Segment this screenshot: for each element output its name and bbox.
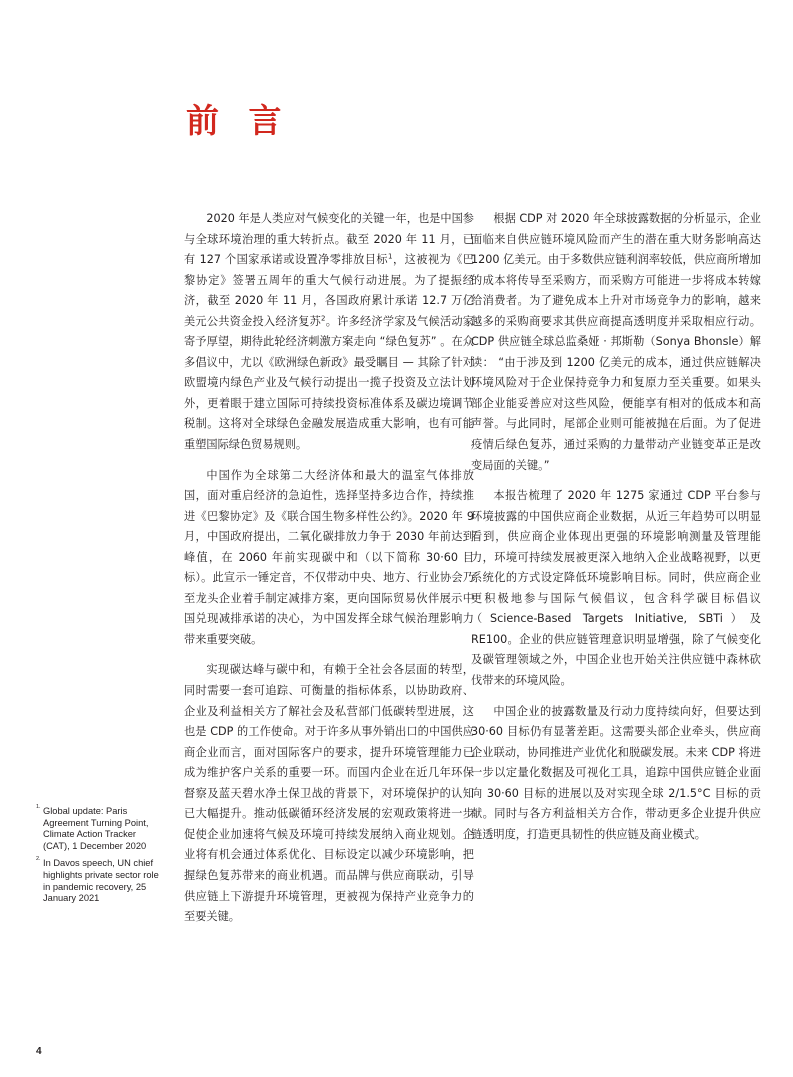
right-text-column [471,209,761,855]
left-text-column [184,209,474,938]
paragraph: 2020 年是人类应对气候变化的关键一年，也是中国参与全球环境治理的重大转折点。截至 2020 年 11 月，已有 127 个国家承诺或设置净零排放目标$^1$，这被视为《巴黎协定》签署五周年的重大气候行动进展。为了提振经济，截至 2020 年 11 月，各国政府累计承诺 12.7 万亿美元公共资金投入经济复苏$^2$。许多经济学家及气候活动家寄予厚望，期待此轮经济刺激方案走向 “绿色复苏” 。在众多倡议中，尤以《欧洲绿色新政》最受瞩目 — 其除了针对欧盟境内绿色产业及气候行动提出一揽子投资及立法计划外，更着眼于建立国际可持续投资标准体系及碳边境调节税制。这将对全球绿色金融发展造成重大影响，也有可能重塑国际绿色贸易规则。 [184,212,474,452]
page-title: 前 言 [186,101,291,140]
paragraph: 根据 CDP 对 2020 年全球披露数据的分析显示，企业面临来自供应链环境风险而产生的潜在重大财务影响高达 1200 亿美元。由于多数供应链利润率较低，供应商所增加的成本将传导至采购方，而采购方可能进一步将成本转嫁给消费者。为了避免成本上升对市场竞争力的影响，越来越多的采购商要求其供应商提高透明度并采取相应行动。CDP 供应链全球总监桑娅 · 邦斯勒（Sonya Bhonsle）解读： “由于涉及到 1200 亿美元的成本，通过供应链解决环境风险对于企业保持竞争力和复原力至关重要。如果头部企业能妥善应对这些风险，便能享有相对的低成本和高声誉。与此同时，尾部企业则可能被抛在后面。为了促进疫情后绿色复苏，通过采购的力量带动产业链变革正是改变局面的关键。” [471,212,761,472]
paragraph: 中国企业的披露数量及行动力度持续向好，但要达到 30·60 目标仍有显著差距。这需要头部企业牵头，供应商企业联动，协同推进产业优化和脱碳发展。未来 CDP 将进一步以定量化数据及可视化工具，追踪中国供应链企业面向 30·60 目标的进展以及对实现全球 2/1.5°C 目标的贡献。同时与各方利益相关方合作，带动更多企业提升供应链透明度，打造更具韧性的供应链及商业模式。 [471,704,761,841]
footnote-number: 2. [36,856,41,863]
footnote-ref-2[interactable]: 2 [321,314,326,322]
page-number: 4 [36,1046,42,1057]
paragraph: 实现碳达峰与碳中和，有赖于全社会各层面的转型，同时需要一套可追踪、可衡量的指标体系，以协助政府、企业及利益相关方了解社会及私营部门低碳转型进展，这也是 CDP 的工作使命。对于许多从事外销出口的中国供应商企业而言，面对国际客户的要求，提升环境管理能力已成为维护客户关系的重要一环。而国内企业在近几年环保督察及蓝天碧水净土保卫战的背景下，对环境保护的认知已大幅提升。推动低碳循环经济发展的宏观政策将进一步促使企业加速将气候及环境可持续发展纳入商业规划。企业将有机会通过体系优化、目标设定以减少环境影响，把握绿色复苏带来的商业机遇。而品牌与供应商联动，引导供应链上下游提升环境管理，更被视为保持产业竞争力的至要关键。 [184,663,474,924]
footnotes [36,806,164,911]
footnote-1 [36,806,164,852]
footnote-2 [36,858,164,904]
footnote-ref-1[interactable]: 1 [388,252,393,261]
paragraph: 中国作为全球第二大经济体和最大的温室气体排放国，面对重启经济的急迫性，选择坚持多边合作，持续推进《巴黎协定》及《联合国生物多样性公约》。2020 年 9 月，中国政府提出，二氧化碳排放力争于 2030 年前达到峰值，在 2060 年前实现碳中和（以下简称 30·60 目标）。此宣示一锤定音，不仅带动中央、地方、行业协会乃至龙头企业着手制定减排方案，更向国际贸易伙伴展示中国兑现减排承诺的决心，为中国发挥全球气候治理影响力带来重要突破。 [184,468,474,646]
footnote-text: In Davos speech, UN chief highlights private sector role in pandemic recovery, 25 January 2021 [43,858,159,904]
paragraph: 本报告梳理了 2020 年 1275 家通过 CDP 平台参与环境披露的中国供应商企业数据，从近三年趋势可以明显看到，供应商企业体现出更强的环境影响测量及管理能力，环境可持续发展被更深入地纳入企业战略视野，以更系统化的方式设定降低环境影响目标。同时，供应商企业更积极地参与国际气候倡议，包含科学碳目标倡议（Science-Based Targets Initiative, SBTi）及 RE100。企业的供应链管理意识明显增强，除了气候变化及碳管理领域之外，中国企业也开始关注供应链中森林砍伐带来的环境风险。 [471,489,761,688]
footnote-text: Global update: Paris Agreement Turning Point, Climate Action Tracker (CAT), 1 December 2020 [43,806,149,851]
footnote-number: 1. [36,804,41,810]
